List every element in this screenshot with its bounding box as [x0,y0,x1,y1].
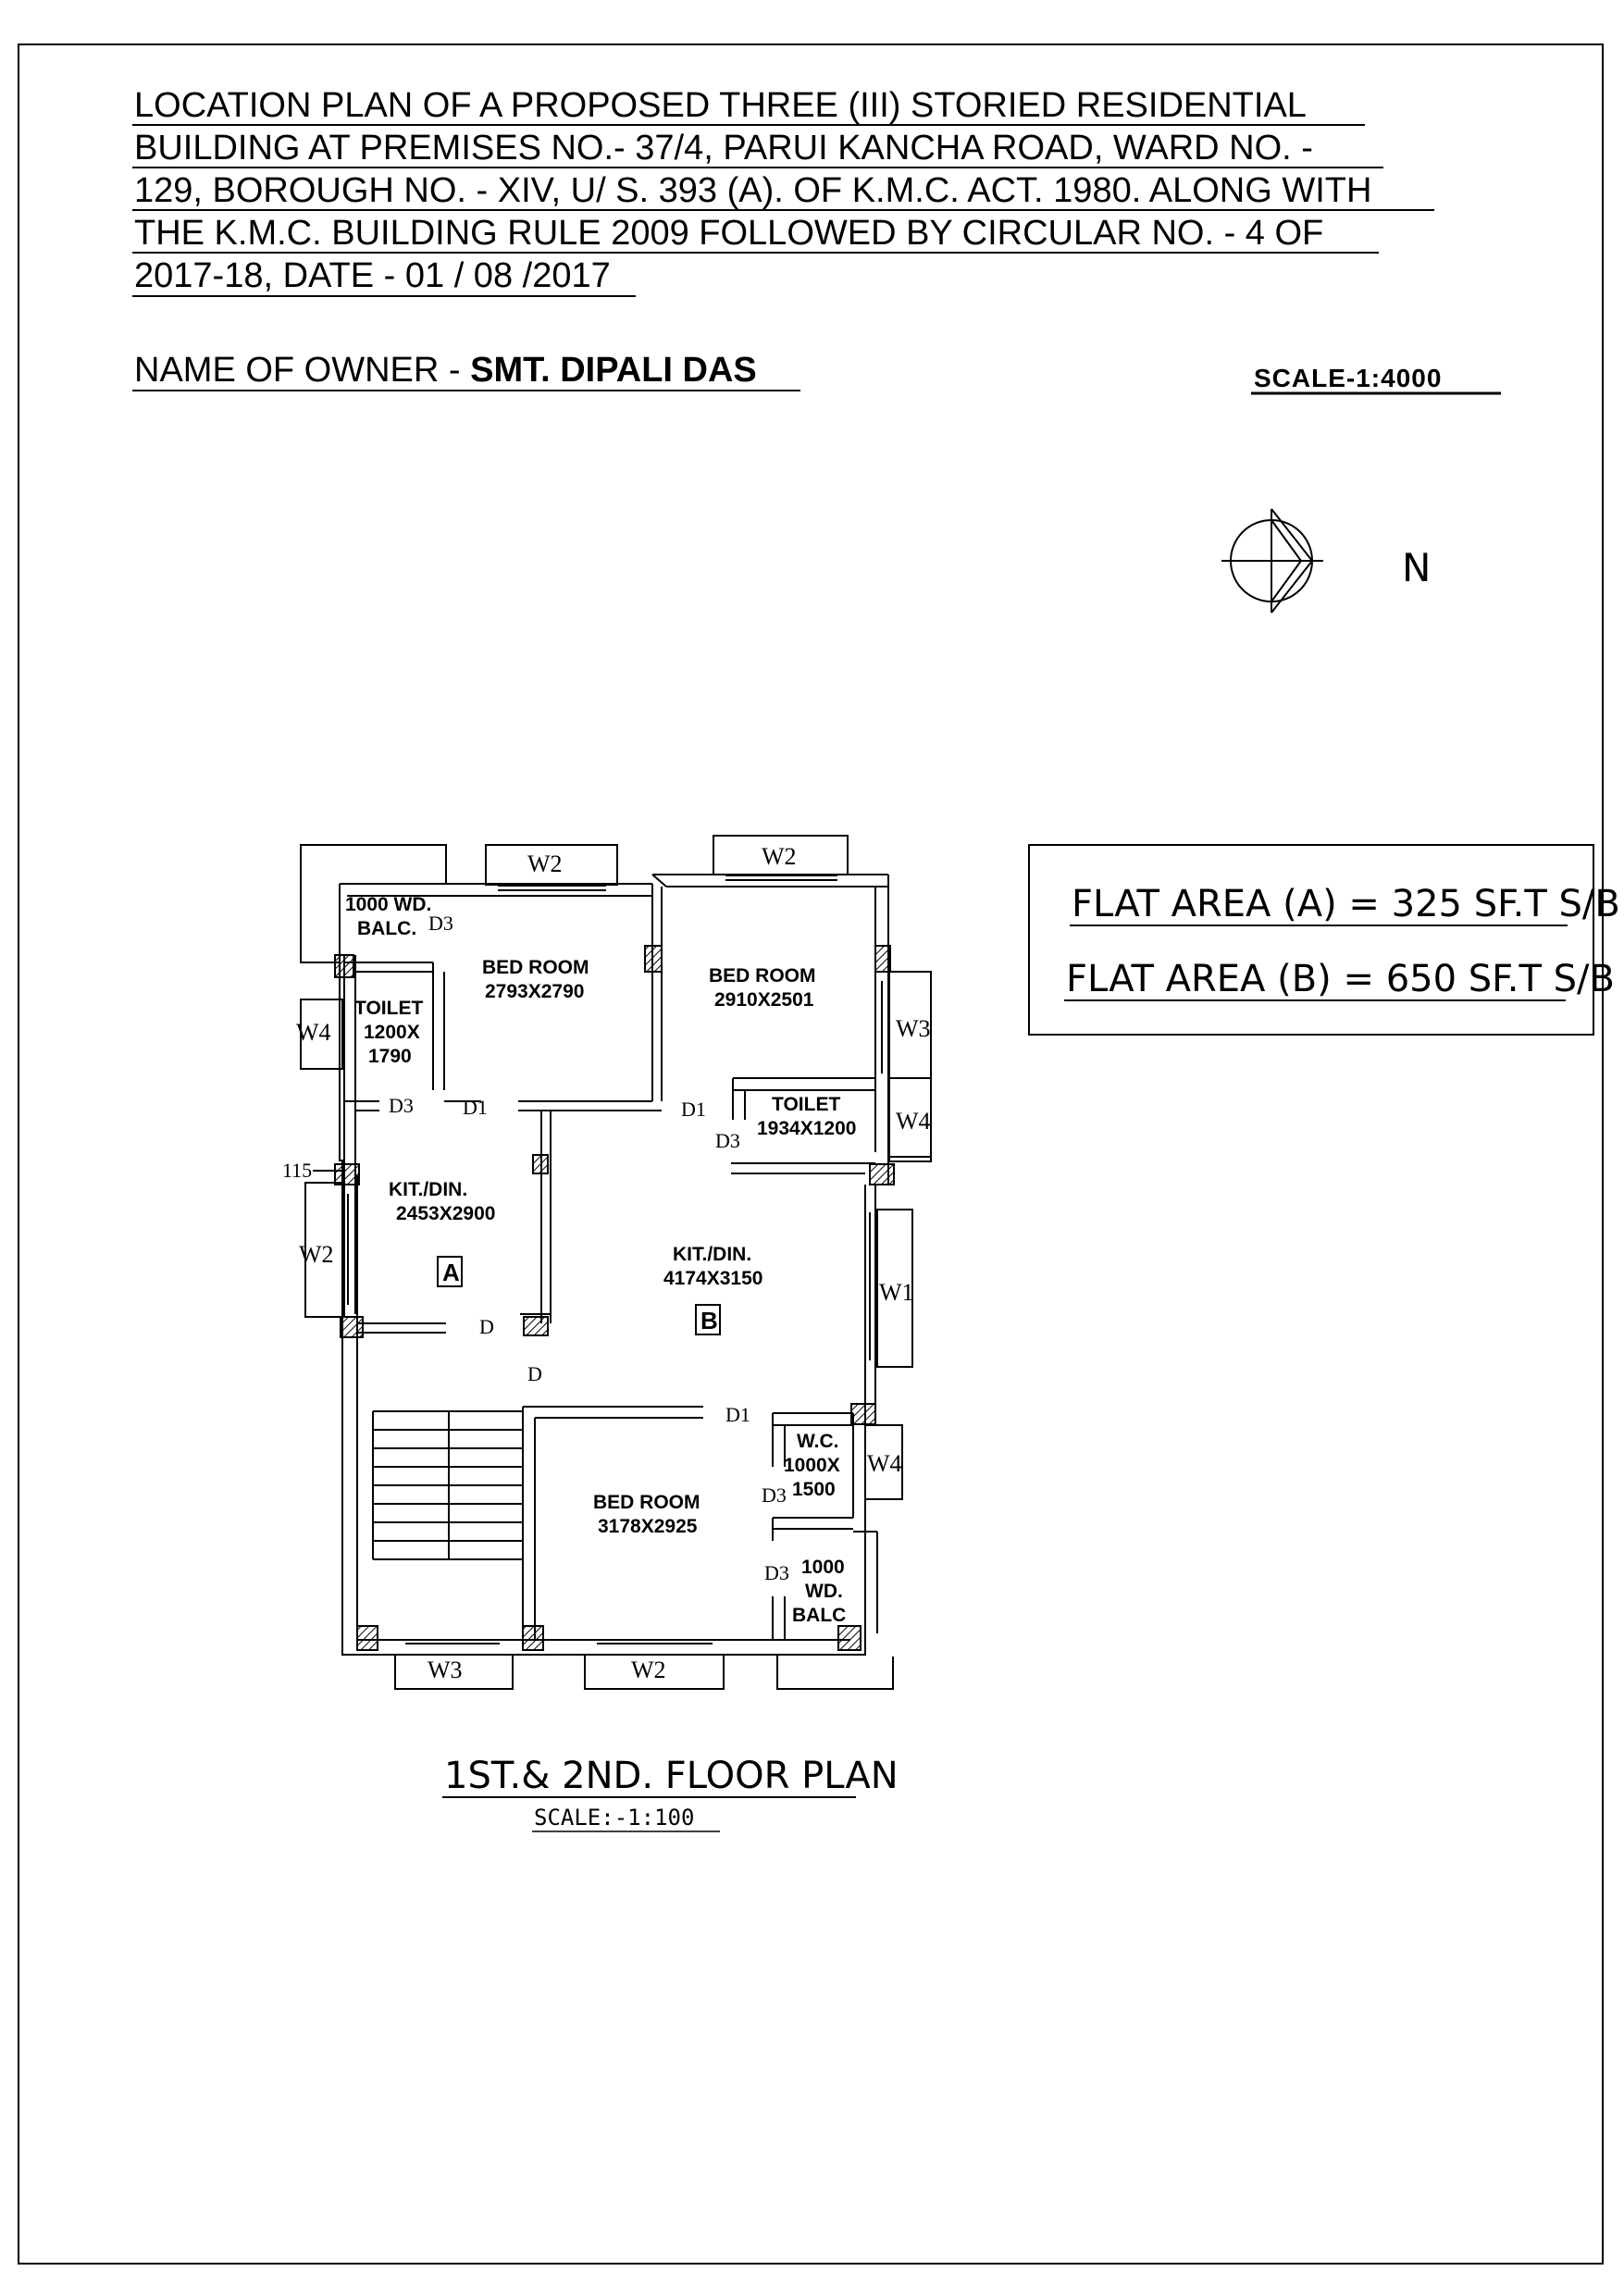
window-tag-w4-left: W4 [296,1019,331,1046]
window-tag-w2-top-right: W2 [762,843,797,870]
balcony-bottom-label-2: WD. [805,1581,843,1602]
title-block [132,86,1434,296]
door-tag-d3-wc: D3 [762,1483,787,1507]
flat-a-label: A [442,1259,460,1286]
room-labels [345,894,856,1626]
toilet-b-size: 1934X1200 [757,1118,857,1139]
title-line-1: LOCATION PLAN OF A PROPOSED THREE (III) STORIED RESIDENTIAL [134,86,1307,125]
window-tag-w4-right: W4 [896,1108,931,1135]
balcony-bottom-label-3: BALC [792,1605,847,1626]
wc-name: W.C. [797,1431,839,1452]
toilet-a-size-1: 1200X [364,1022,420,1043]
window-tag-w2-left: W2 [299,1241,334,1268]
door-tag-d3-balcony: D3 [428,912,453,935]
owner-label: NAME OF OWNER - [134,351,471,390]
door-tag-d3-toilet-a: D3 [389,1094,414,1117]
owner-line [134,351,757,390]
door-tag-d-flat-b: D [527,1362,542,1385]
window-tag-w3-bottom: W3 [428,1657,463,1683]
title-line-3: 129, BOROUGH NO. - XIV, U/ S. 393 (A). OF K.M.C. ACT. 1980. ALONG WITH [134,171,1372,210]
flat-area-b: FLAT AREA (B) = 650 SF.T S/B [1066,958,1615,1000]
structural-columns [335,946,894,1650]
balcony-bottom-label-1: 1000 [801,1557,845,1578]
title-line-4: THE K.M.C. BUILDING RULE 2009 FOLLOWED BY CIRCULAR NO. - 4 OF [134,214,1324,253]
door-tag-d1-bedroom-2: D1 [681,1098,706,1121]
bedroom-3-size: 3178X2925 [598,1516,698,1537]
flat-area-a: FLAT AREA (A) = 325 SF.T S/B [1072,883,1620,925]
plan-scale: SCALE:-1:100 [534,1805,695,1831]
balcony-top-label-2: BALC. [357,918,417,939]
bedroom-1-size: 2793X2790 [485,981,585,1002]
window-tag-w1: W1 [879,1279,914,1306]
door-tag-d1-bedroom-1: D1 [463,1096,488,1119]
kitchen-b-size: 4174X3150 [663,1268,763,1289]
bedroom-2-name: BED ROOM [709,965,816,987]
kitchen-a-size: 2453X2900 [396,1203,496,1224]
wc-size-1: 1000X [784,1455,840,1476]
dimension-115: 115 [282,1159,313,1182]
kitchen-b-name: KIT./DIN. [673,1244,752,1265]
window-tag-w2-bottom: W2 [631,1657,666,1683]
door-tag-d1-bedroom-3: D1 [725,1403,750,1426]
north-label: N [1402,545,1432,590]
flat-b-label: B [700,1307,718,1334]
kitchen-a-name: KIT./DIN. [389,1179,468,1200]
flat-area-box [1029,845,1593,1035]
owner-name: SMT. DIPALI DAS [470,351,757,390]
bedroom-2-size: 2910X2501 [714,989,814,1011]
door-tag-d-flat-a: D [479,1315,494,1338]
wc-size-2: 1500 [792,1479,836,1500]
door-tag-d3-balcony-bottom: D3 [764,1561,789,1584]
toilet-a-size-2: 1790 [368,1046,412,1067]
bedroom-3-name: BED ROOM [593,1492,700,1513]
scale-label: SCALE-1:4000 [1254,364,1443,392]
window-tag-w3-right: W3 [896,1015,931,1042]
door-tag-d3-toilet-b: D3 [715,1129,740,1152]
bedroom-1-name: BED ROOM [482,957,589,978]
toilet-a-name: TOILET [354,998,424,1019]
plan-title: 1ST.& 2ND. FLOOR PLAN [444,1755,899,1797]
balcony-top-label-1: 1000 WD. [345,894,432,915]
window-tag-w2-top-left: W2 [527,850,563,877]
toilet-b-name: TOILET [772,1094,841,1115]
title-line-2: BUILDING AT PREMISES NO.- 37/4, PARUI KANCHA ROAD, WARD NO. - [134,129,1313,168]
window-tag-w4-lower: W4 [867,1450,902,1477]
title-line-5: 2017-18, DATE - 01 / 08 /2017 [134,256,611,295]
north-arrow-icon [1221,509,1323,613]
